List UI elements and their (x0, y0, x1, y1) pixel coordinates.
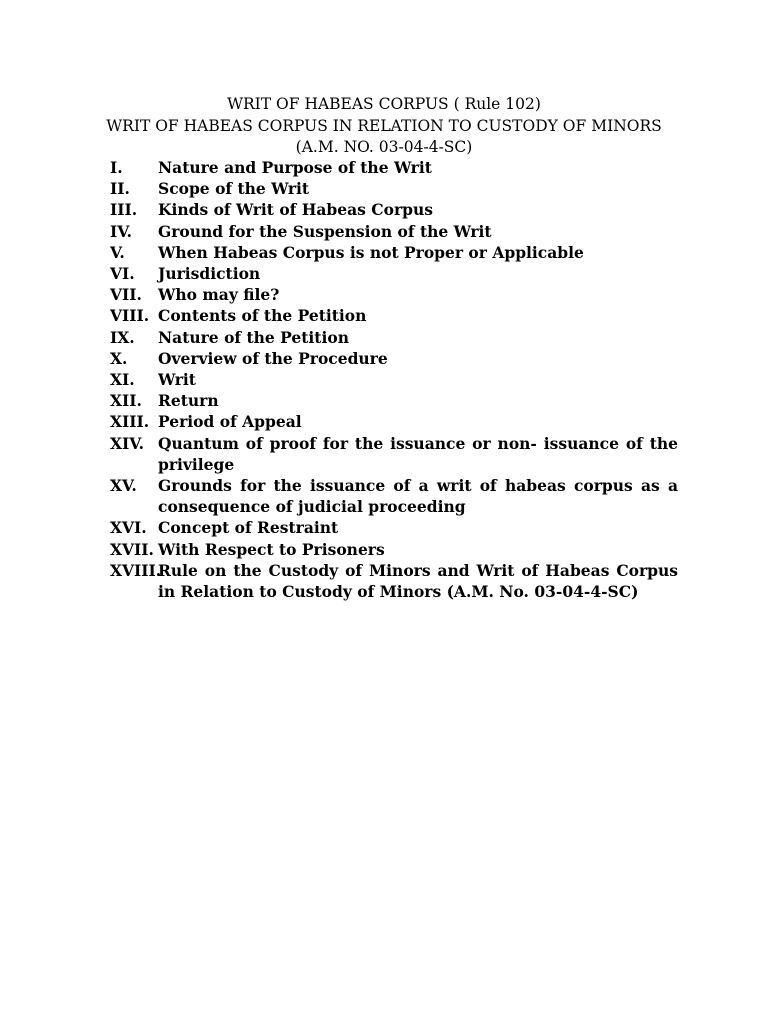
outline-number: IV. (110, 221, 132, 241)
outline-text: Grounds for the issuance of a writ of habeas corpus as a consequence of judicial proceeding (158, 476, 678, 517)
outline-number: X. (110, 348, 128, 368)
outline-text: Concept of Restraint (158, 518, 339, 538)
outline-text: Quantum of proof for the issuance or non- issuance of the privilege (158, 433, 678, 474)
outline-item (110, 305, 678, 326)
outline-number: I. (110, 158, 123, 177)
outline-item (110, 560, 678, 602)
outline-item (110, 199, 678, 220)
outline-item (110, 263, 678, 284)
outline-number: XVI. (110, 518, 147, 538)
outline-text: Nature and Purpose of the Writ (158, 158, 432, 177)
outline-text: Rule on the Custody of Minors and Writ of Habeas Corpus in Relation to Custody of Minors (A.M. No. 03-04-4-SC) (158, 560, 678, 602)
outline-number: VIII. (110, 306, 150, 326)
outline-number: VII. (110, 285, 142, 305)
document-subtitle: WRIT OF HABEAS CORPUS IN RELATION TO CUSTODY OF MINORS (A.M. NO. 03-04-4-SC) (106, 117, 662, 156)
outline-text: Period of Appeal (158, 412, 302, 432)
outline-text: Jurisdiction (158, 264, 261, 284)
outline-text: Writ (158, 370, 196, 390)
outline-number: XV. (110, 476, 137, 496)
outline-item (110, 390, 678, 411)
outline-number: VI. (110, 264, 135, 284)
outline-number: XI. (110, 370, 135, 390)
outline-text: When Habeas Corpus is not Proper or Applicable (158, 242, 584, 262)
outline-item (110, 411, 678, 432)
outline-text: Ground for the Suspension of the Writ (158, 221, 492, 241)
document-title: WRIT OF HABEAS CORPUS ( Rule 102) (227, 95, 541, 113)
outline-item (110, 242, 678, 263)
outline-text: Who may file? (158, 285, 280, 305)
outline-item (110, 539, 678, 560)
outline-list (110, 157, 678, 602)
outline-text: Nature of the Petition (158, 327, 349, 347)
outline-number: XIV. (110, 433, 144, 453)
outline-number: III. (110, 200, 138, 220)
outline-item (110, 157, 678, 178)
outline-item (110, 284, 678, 305)
outline-item (110, 475, 678, 517)
outline-number: V. (110, 242, 125, 262)
outline-number: II. (110, 179, 130, 199)
outline-item (110, 433, 678, 475)
outline-number: XII. (110, 391, 142, 411)
outline-text: Scope of the Writ (158, 179, 310, 199)
outline-text: Overview of the Procedure (158, 348, 388, 368)
outline-item (110, 178, 678, 199)
outline-number: XVII. (110, 539, 154, 559)
outline-text: Contents of the Petition (158, 306, 367, 326)
outline-text: With Respect to Prisoners (158, 539, 385, 559)
outline-item (110, 348, 678, 369)
outline-text: Kinds of Writ of Habeas Corpus (158, 200, 433, 220)
outline-text: Return (158, 391, 219, 411)
outline-item (110, 517, 678, 538)
outline-item (110, 221, 678, 242)
outline-item (110, 369, 678, 390)
outline-number: XVIII. (110, 560, 162, 580)
outline-number: XIII. (110, 412, 150, 432)
outline-item (110, 327, 678, 348)
outline-number: IX. (110, 327, 135, 347)
